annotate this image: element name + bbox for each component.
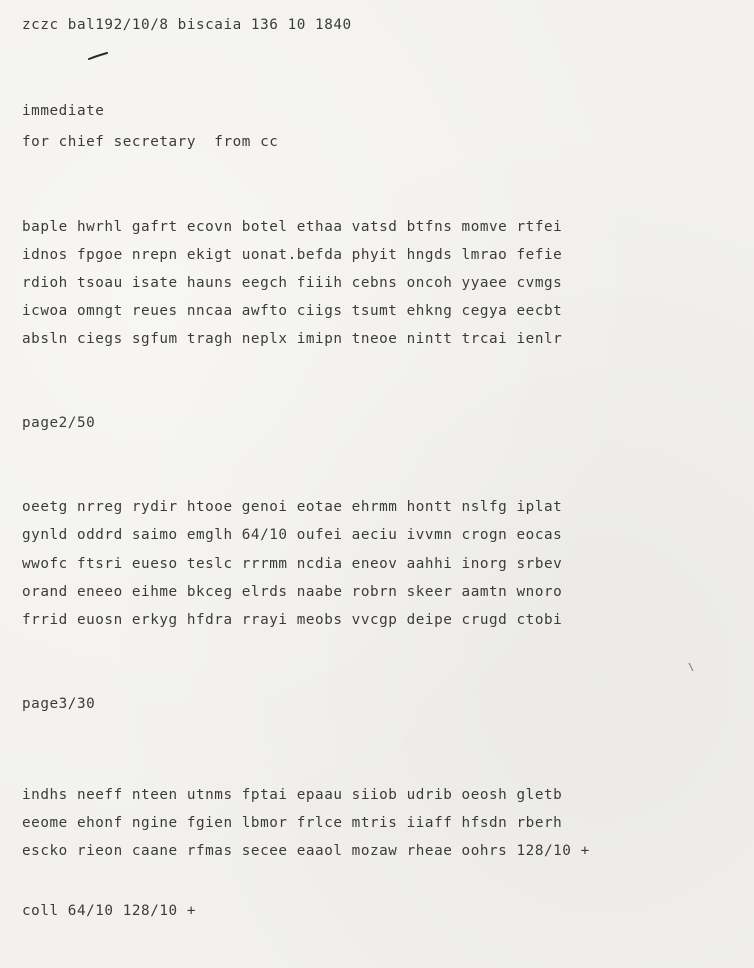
pen-mark bbox=[88, 52, 108, 60]
cipher-line: gynld oddrd saimo emglh 64/10 oufei aeciu ivvmn crogn eocas bbox=[22, 527, 563, 543]
cipher-line: frrid euosn erkyg hfdra rrayi meobs vvcgp deipe crugd ctobi bbox=[22, 612, 563, 628]
cipher-line: eeome ehonf ngine fgien lbmor frlce mtris iiaff hfsdn rberh bbox=[22, 815, 563, 831]
addressee-line: for chief secretary from cc bbox=[22, 134, 279, 150]
page-marker: page2/50 bbox=[22, 415, 96, 431]
priority-line: immediate bbox=[22, 103, 105, 119]
cipher-line: rdioh tsoau isate hauns eegch fiiih cebns oncoh yyaee cvmgs bbox=[22, 275, 563, 291]
paper-speck bbox=[688, 662, 694, 672]
cipher-line: icwoa omngt reues nncaa awfto ciigs tsumt ehkng cegya eecbt bbox=[22, 303, 563, 319]
cipher-line: baple hwrhl gafrt ecovn botel ethaa vatsd btfns momve rtfei bbox=[22, 219, 563, 235]
cipher-line: indhs neeff nteen utnms fptai epaau siiob udrib oeosh gletb bbox=[22, 787, 563, 803]
cipher-line: orand eneeo eihme bkceg elrds naabe robrn skeer aamtn wnoro bbox=[22, 584, 563, 600]
cipher-line: absln ciegs sgfum tragh neplx imipn tneoe nintt trcai ienlr bbox=[22, 331, 563, 347]
telegram-header: zczc bal192/10/8 biscaia 136 10 1840 bbox=[22, 17, 352, 33]
collation-line: coll 64/10 128/10 + bbox=[22, 903, 196, 919]
cipher-line: idnos fpgoe nrepn ekigt uonat.befda phyit hngds lmrao fefie bbox=[22, 247, 563, 263]
cipher-line: escko rieon caane rfmas secee eaaol mozaw rheae oohrs 128/10 + bbox=[22, 843, 590, 859]
page-marker: page3/30 bbox=[22, 696, 96, 712]
cipher-line: oeetg nrreg rydir htooe genoi eotae ehrmm hontt nslfg iplat bbox=[22, 499, 563, 515]
cipher-line: wwofc ftsri eueso teslc rrrmm ncdia eneov aahhi inorg srbev bbox=[22, 556, 563, 572]
